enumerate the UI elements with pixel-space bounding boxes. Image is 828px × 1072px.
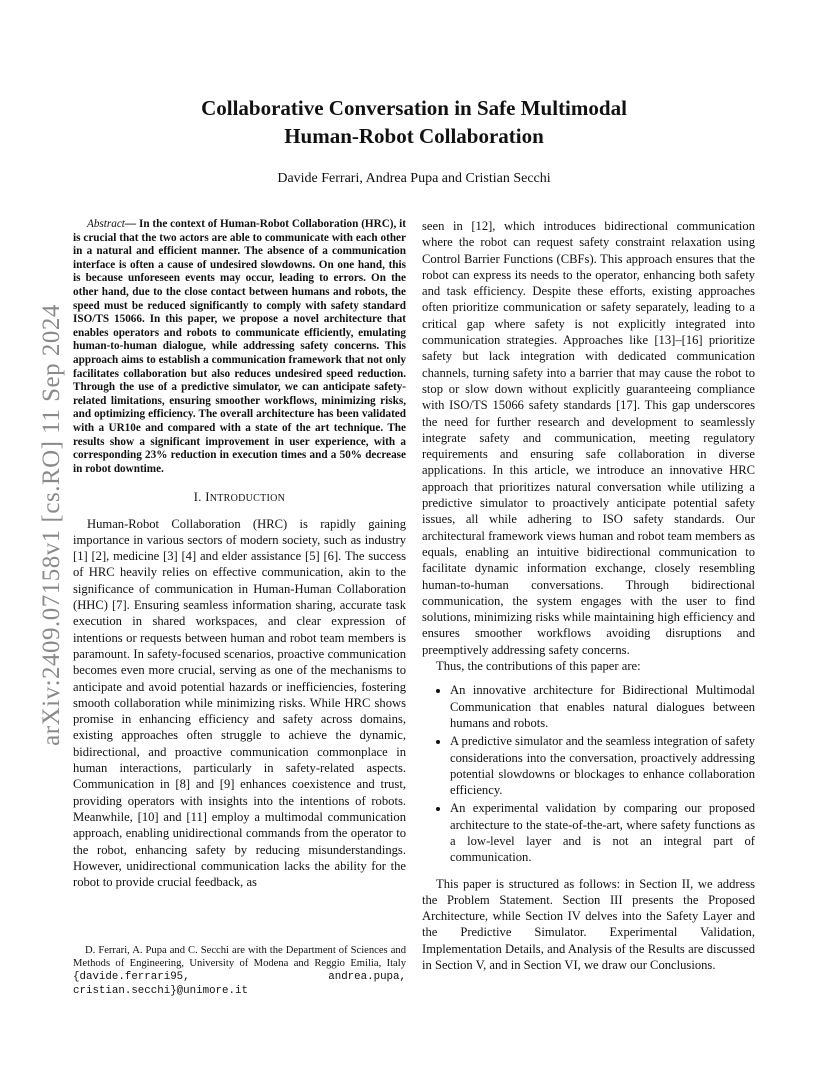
paper-title-line-2: Human-Robot Collaboration bbox=[284, 124, 544, 148]
abstract-dash: — bbox=[124, 218, 139, 230]
section-heading-introduction bbox=[73, 489, 406, 507]
abstract bbox=[73, 218, 406, 476]
right-column bbox=[422, 218, 755, 973]
footnote-emails: {davide.ferrari95, andrea.pupa, cristian.secchi}@unimore.it bbox=[73, 971, 406, 997]
abstract-text: In the context of Human-Robot Collaboration (HRC), it is crucial that the two actors are able to communicate with each other in a natural and efficient manner. The absence of a communication interface is often a cause of undesired slowdowns. On one hand, this is because unforeseen events may occur, leading to errors. On the other hand, due to the close contact between humans and robots, the speed must be reduced significantly to comply with safety standard ISO/TS 15066. In this paper, we propose a novel architecture that enables operators and robots to communicate efficiently, emulating human-to-human dialogue, while addressing safety concerns. This approach aims to establish a communication framework that not only facilitates collaboration but also reduces undesired speed reduction. Through the use of a predictive simulator, we can anticipate safety-related limitations, ensuring smoother workflows, minimizing risks, and optimizing efficiency. The overall architecture has been validated with a UR10e and compared with a state of the art technique. The results show a significant improvement in user experience, with a corresponding 23% reduction in execution times and a 50% decrease in robot downtime. bbox=[73, 218, 406, 475]
arxiv-identifier-text: arXiv:2409.07158v1 [cs.RO] 11 Sep 2024 bbox=[38, 304, 65, 746]
paper-title-line-1: Collaborative Conversation in Safe Multimodal bbox=[201, 96, 627, 120]
paper-authors: Davide Ferrari, Andrea Pupa and Cristian Secchi bbox=[277, 171, 551, 186]
contribution-item: • An experimental validation by comparing our proposed architecture to the state-of-the-art, where safety functions as a low-level layer and is not an integral part of communication. bbox=[450, 800, 755, 865]
paper-title bbox=[100, 94, 728, 150]
intro-paragraph-continued: seen in [12], which introduces bidirectional communication where the robot can request safety constraint relaxation using Control Barrier Functions (CBFs). This approach ensures that the robot can express its needs to the operator, enhancing both safety and task efficiency. Despite these efforts, existing approaches often prioritize communication or safety separately, leading to a critical gap where safety is not explicitly integrated into communication strategies. Approaches like [13]–[16] prioritize safety but lack integration with dedicated communication channels, turning safety into a barrier that may cause the robot to stop or slow down without explicitly guaranteeing compliance with ISO/TS 15066 safety standards [17]. This gap underscores the need for further research and development to seamlessly integrate safety and communication, meeting regulatory requirements and ensuring safe collaboration in diverse applications. In this article, we introduce an innovative HRC approach that prioritizes natural conversation while utilizing a predictive simulator to proactively anticipate potential safety issues, all while adhering to ISO safety standards. Our architectural framework views human and robot team members as equals, enabling an intuitive bidirectional communication to facilitate dynamic information exchange, closely resembling human-to-human conversations. Through bidirectional communication, the system engages with the user to find solutions, minimizing risks while maintaining high efficiency and ensures smoother workflows avoiding disruptions and preemptively addressing safety concerns. bbox=[422, 219, 755, 657]
contribution-item: • An innovative architecture for Bidirectional Multimodal Communication that enables natural dialogues between humans and robots. bbox=[450, 682, 755, 731]
left-column bbox=[73, 218, 406, 890]
paper-structure-paragraph: This paper is structured as follows: in Section II, we address the Problem Statement. Section III presents the Proposed Architecture, while Section IV delves into the Safety Layer and the Predictive Simulator. Experimental Validation, Implementation Details, and Analysis of the Results are discussed in Section V, and in Section VI, we draw our Conclusions. bbox=[422, 876, 755, 973]
author-affiliation-footnote bbox=[73, 944, 406, 998]
section-title-first-letter: I bbox=[205, 490, 210, 505]
arxiv-identifier-stamp bbox=[38, 285, 66, 765]
intro-paragraph: Human-Robot Collaboration (HRC) is rapidly gaining importance in various sectors of modern society, such as industry [1] [2], medicine [3] [4] and elder assistance [5] [6]. The success of HRC heavily relies on effective communication, akin to the significance of communication in Human-Human Collaboration (HHC) [7]. Ensuring seamless information sharing, accurate task execution in shared workspaces, and clear expression of intentions or requests between human and robot team members is paramount. In safety-focused scenarios, proactive communication becomes even more crucial, serving as one of the mechanisms to anticipate and avoid potential hazards or inefficiencies, fostering smooth collaboration while minimizing risks. While HRC shows promise in enhancing efficiency and safety across domains, existing approaches often struggle to achieve the dynamic, bidirectional, and proactive communication commonplace in human interactions, particularly in safety-related aspects. Communication in [8] and [9] enhances coexistence and trust, providing operators with insights into the intentions of robots. Meanwhile, [10] and [11] employ a multimodal communication approach, enabling unidirectional commands from the operator to the robot, enhancing safety by reducing misunderstandings. However, unidirectional communication lacks the ability for the robot to provide crucial feedback, as bbox=[73, 516, 406, 890]
section-title-rest: NTRODUCTION bbox=[209, 493, 286, 505]
section-numeral: I. bbox=[193, 490, 206, 505]
contributions-intro: Thus, the contributions of this paper are: bbox=[436, 659, 641, 674]
footnote-text: D. Ferrari, A. Pupa and C. Secchi are with the Department of Sciences and Methods of Engineering, University of Modena and Reggio Emilia, Italy bbox=[73, 945, 406, 969]
contribution-item: • A predictive simulator and the seamless integration of safety considerations into the conversation, proactively addressing potential slowdowns or blockages to enhance collaboration efficiency. bbox=[450, 733, 755, 798]
abstract-label: Abstract bbox=[87, 218, 125, 230]
contributions-list bbox=[422, 682, 755, 865]
